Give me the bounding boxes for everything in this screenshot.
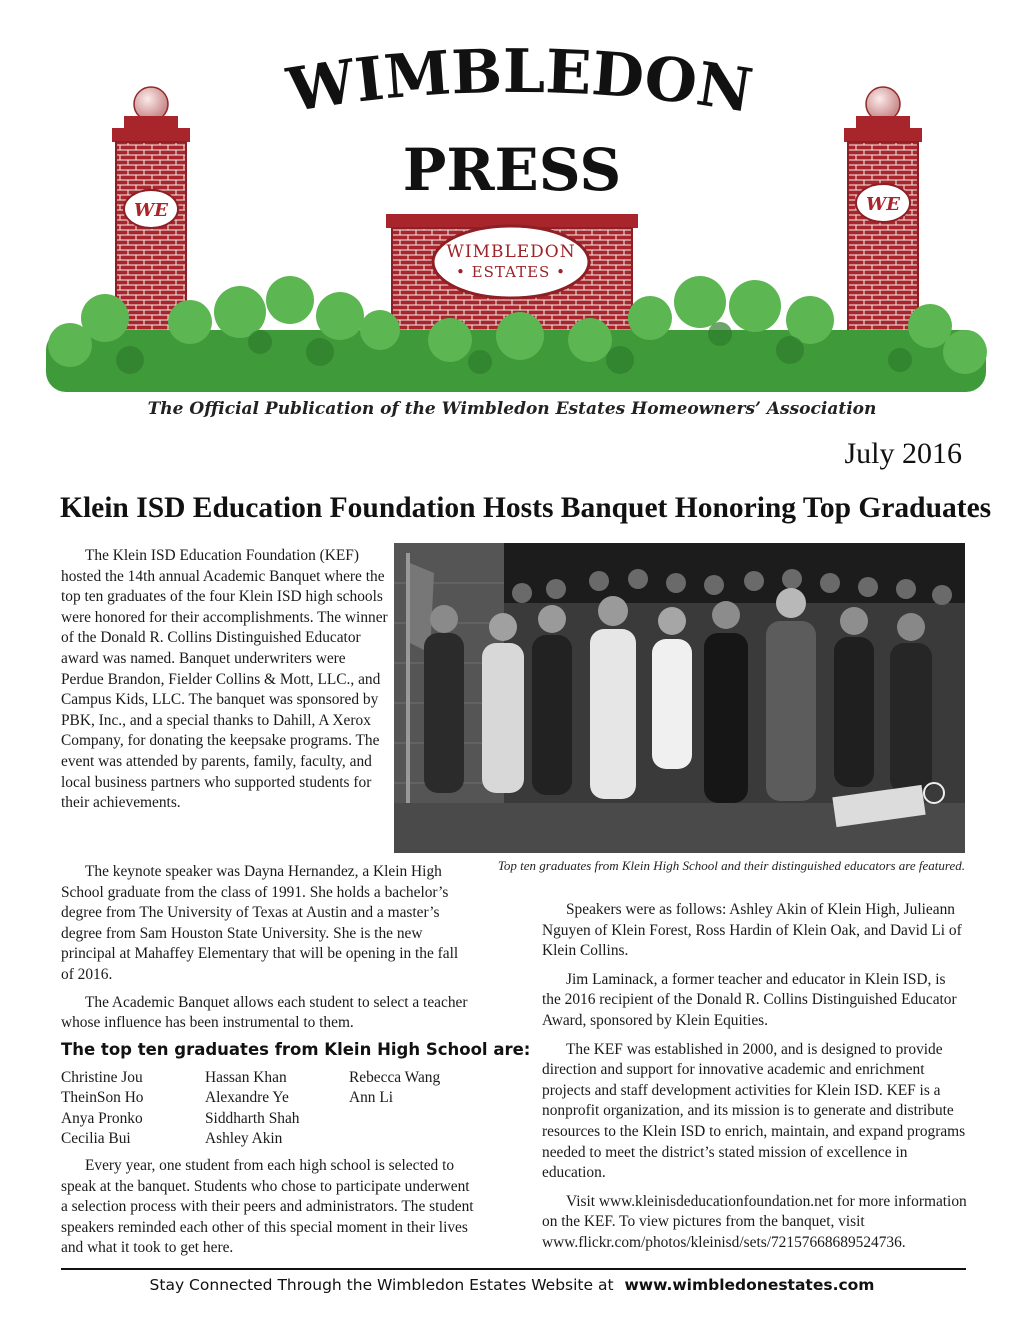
sign-line-1: WIMBLEDON (446, 242, 576, 262)
footer-divider (61, 1268, 966, 1270)
graduate-name: Alexandre Ye (205, 1089, 289, 1107)
graduate-name: Hassan Khan (205, 1069, 287, 1086)
graduate-name: Rebecca Wang (349, 1069, 441, 1086)
left-pillar-monogram: WE (134, 200, 168, 221)
article-headline: Klein ISD Education Foundation Hosts Banquet Honoring Top Graduates (60, 492, 992, 524)
article-paragraph: Every year, one student from each high school is selected to speak at the banquet. Students who chose to participate underwent a selection process with their peers and administrators. The student speakers reminded each other of this special moment in their lives and what it took to get here. (61, 1157, 474, 1257)
article-paragraph: The Academic Banquet allows each student to select a teacher whose influence has been instrumental to them. (61, 993, 468, 1032)
article-column-left-bottom (61, 1156, 476, 1259)
masthead-title-arc (282, 37, 757, 127)
footer (0, 1276, 1024, 1294)
graduates-list (61, 1068, 461, 1152)
article-paragraph: The keynote speaker was Dayna Hernandez, a Klein High School graduate from the class of 1991. She holds a bachelor’s degree from The University of Texas at Austin and a master’s degree from Sam Houston State University. She is the new principal at Mahaffey Elementary that will be opening in the fall of 2016. (61, 863, 459, 983)
article-column-right (542, 900, 967, 1254)
graduate-name: Siddharth Shah (205, 1109, 300, 1127)
article-column-left-middle (61, 862, 471, 1034)
photo-caption: Top ten graduates from Klein High School and their distinguished educators are featured. (497, 858, 965, 873)
graduate-name: Ann Li (349, 1089, 394, 1107)
sign-line-2: • ESTATES • (456, 263, 566, 281)
footer-text: Stay Connected Through the Wimbledon Estates Website at (149, 1276, 614, 1294)
graduate-name: Ashley Akin (205, 1129, 283, 1147)
article-paragraph: The KEF was established in 2000, and is designed to provide direction and support for innovative academic and enrichment projects and staff development activities for Klein ISD. KEF is a nonprofit organization, and its mission is to generate and distribute resources to the Klein ISD to enrich, maintain, and expand programs needed to meet the district’s stated mission of excellence in education. (542, 1040, 966, 1182)
graduates-column (205, 1068, 345, 1149)
issue-date: July 2016 (844, 437, 962, 470)
article-paragraph: Speakers were as follows: Ashley Akin of Klein High, Julieann Nguyen of Klein Forest, Ross Hardin of Klein Oak, and David Li of Klein Collins. (542, 901, 962, 960)
group-photo (394, 543, 965, 853)
masthead-tagline: The Official Publication of the Wimbledon Estates Homeowners’ Association (147, 399, 877, 419)
graduate-name: Christine Jou (61, 1069, 143, 1086)
article-paragraph: Visit www.kleinisdeducationfoundation.net for more information on the KEF. To view pictures from the banquet, visit www.flickr.com/photos/kleinisd/sets/72157668689524736. (542, 1192, 967, 1251)
masthead-title-line-1: WIMBLEDON (282, 36, 757, 127)
article-column-left-top (61, 546, 389, 814)
article-paragraph: Jim Laminack, a former teacher and educator in Klein ISD, is the 2016 recipient of the Donald R. Collins Distinguished Educator Award, sponsored by Klein Equities. (542, 970, 957, 1029)
graduate-name: Cecilia Bui (61, 1129, 131, 1147)
graduates-column (61, 1068, 201, 1149)
right-pillar (844, 87, 922, 352)
graduate-name: TheinSon Ho (61, 1089, 144, 1107)
masthead (0, 0, 1024, 400)
article-paragraph: The Klein ISD Education Foundation (KEF) hosted the 14th annual Academic Banquet where the top ten graduates of the four Klein ISD high schools were honored for their accomplishments. The winner of the Donald R. Collins Distinguished Educator award was named. Banquet underwriters were Perdue Brandon, Fielder Collins & Mott, LLC., and Campus Kids, LLC. The banquet was sponsored by PBK, Inc., and a special thanks to Dahill, A Xerox Company, for donating the keepsake programs. The event was attended by parents, family, faculty, and local business partners who supported students for their achievements. (61, 547, 388, 812)
right-pillar-monogram: WE (866, 194, 900, 215)
graduates-heading: The top ten graduates from Klein High School are: (61, 1040, 531, 1059)
group-photo-illustration (394, 543, 965, 853)
graduates-column (349, 1068, 489, 1109)
masthead-illustration (0, 0, 1024, 400)
footer-website-link[interactable]: www.wimbledonestates.com (624, 1276, 875, 1294)
masthead-title-line-2: PRESS (402, 136, 622, 204)
graduate-name: Anya Pronko (61, 1109, 143, 1127)
